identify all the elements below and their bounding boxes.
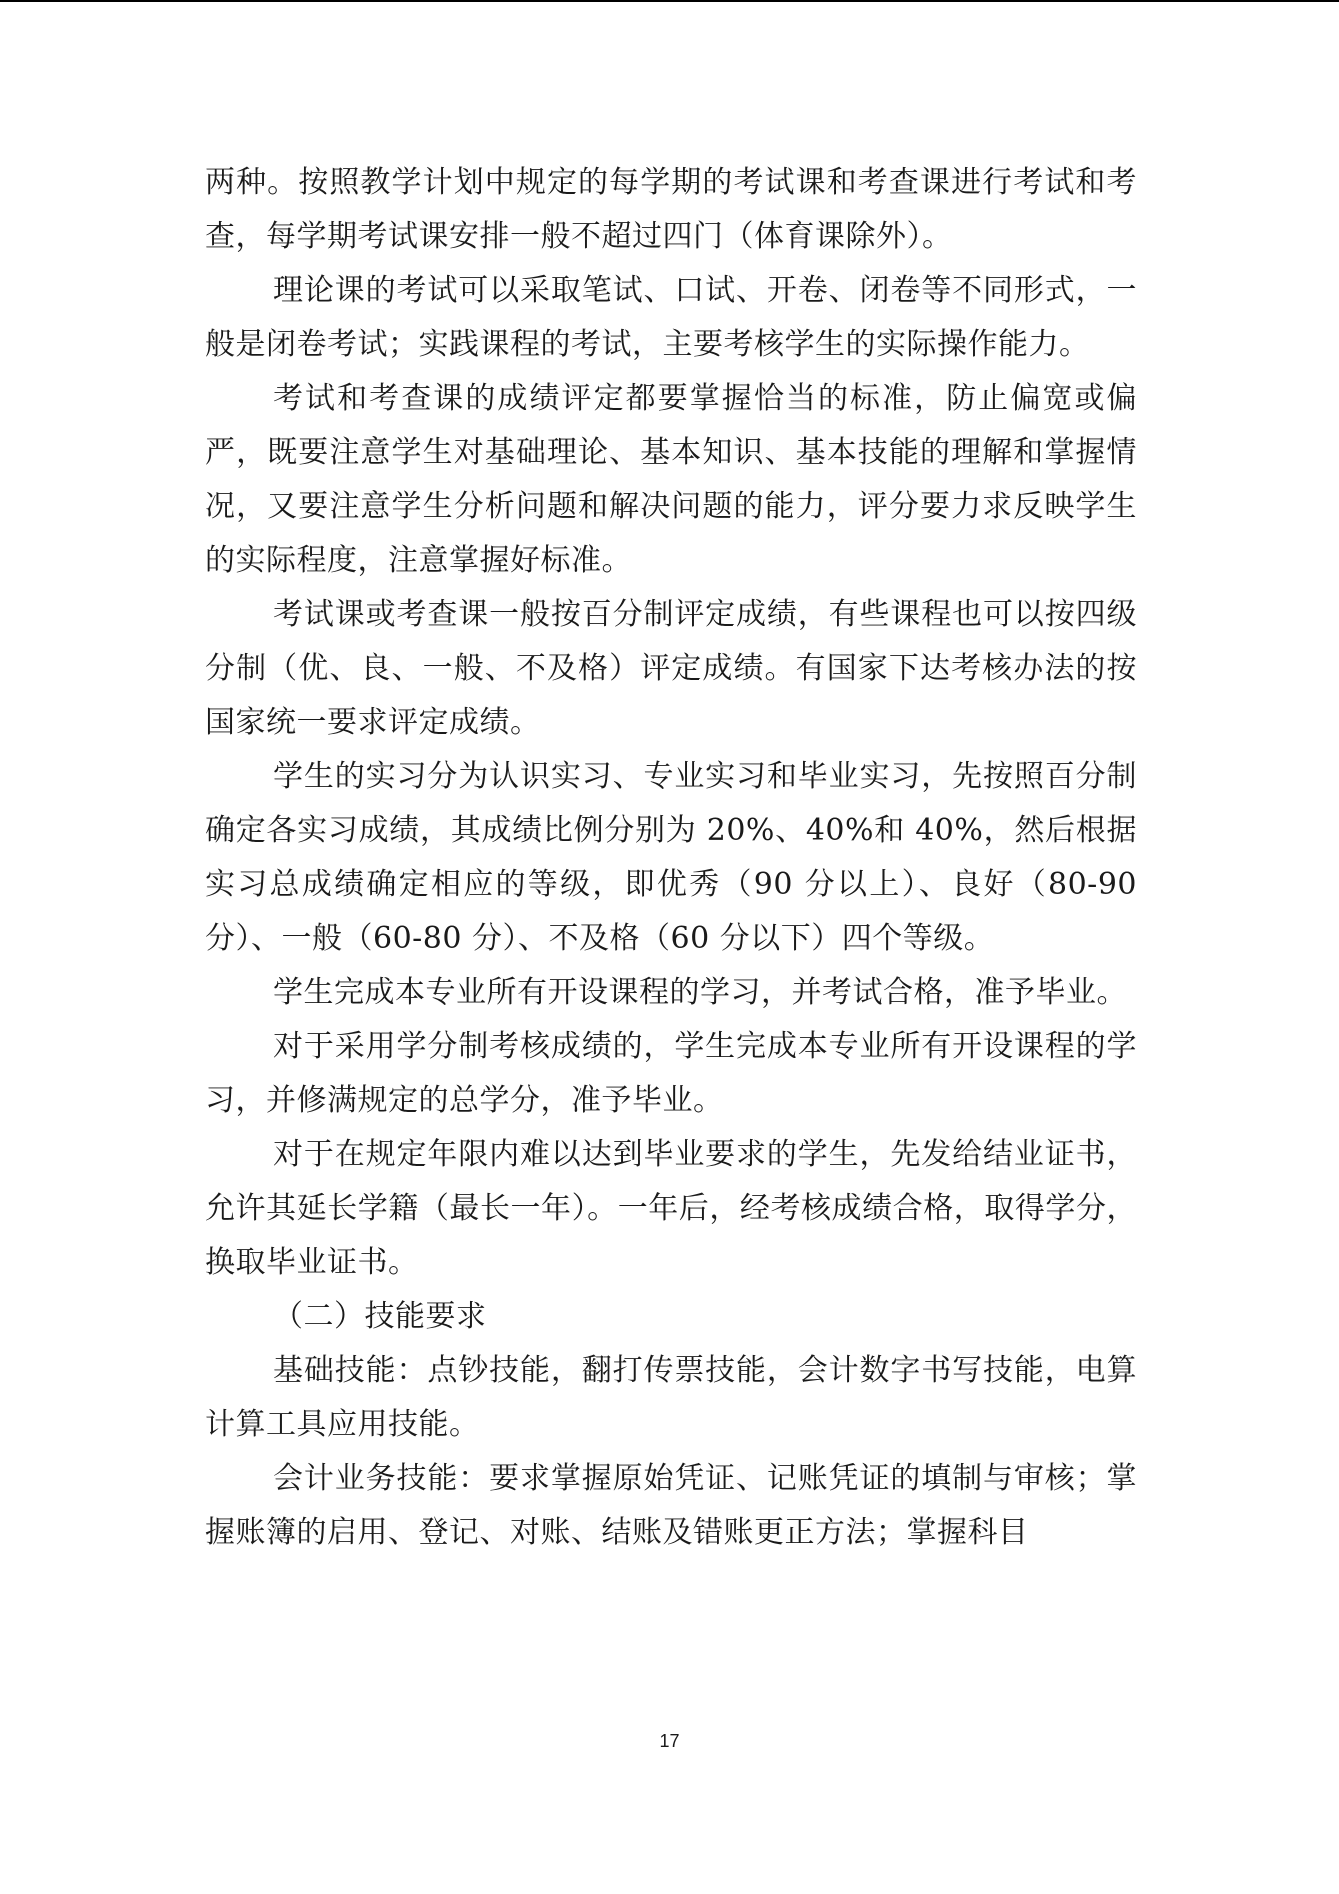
paragraph-basic-skills: 基础技能：点钞技能，翻打传票技能，会计数字书写技能，电算计算工具应用技能。 bbox=[205, 1353, 1137, 1442]
paragraph-continuation: 两种。按照教学计划中规定的每学期的考试课和考查课进行考试和考查，每学期考试课安排一般不超过四门（体育课除外）。 bbox=[205, 165, 1137, 254]
paragraph-accounting-skills: 会计业务技能：要求掌握原始凭证、记账凭证的填制与审核；掌握账簿的启用、登记、对账、结账及错账更正方法；掌握科目 bbox=[205, 1461, 1137, 1550]
paragraph-grading-scale: 考试课或考查课一般按百分制评定成绩，有些课程也可以按四级分制（优、良、一般、不及格）评定成绩。有国家下达考核办法的按国家统一要求评定成绩。 bbox=[205, 597, 1137, 740]
paragraph-exam-forms: 理论课的考试可以采取笔试、口试、开卷、闭卷等不同形式，一般是闭卷考试；实践课程的考试，主要考核学生的实际操作能力。 bbox=[205, 273, 1137, 362]
section-heading: （二）技能要求 bbox=[273, 1299, 487, 1334]
paragraph-credit-system: 对于采用学分制考核成绩的，学生完成本专业所有开设课程的学习，并修满规定的总学分，准予毕业。 bbox=[205, 1029, 1137, 1118]
document-body bbox=[205, 156, 1137, 1560]
page-number: 17 bbox=[659, 1731, 680, 1751]
paragraph-grading-standards: 考试和考查课的成绩评定都要掌握恰当的标准，防止偏宽或偏严，既要注意学生对基础理论、基本知识、基本技能的理解和掌握情况，又要注意学生分析问题和解决问题的能力，评分要力求反映学生的实际程度，注意掌握好标准。 bbox=[205, 381, 1137, 578]
paragraph-internship: 学生的实习分为认识实习、专业实习和毕业实习，先按照百分制确定各实习成绩，其成绩比例分别为 20%、40%和 40%，然后根据实习总成绩确定相应的等级，即优秀（90 分以上）、良好（80-90 分）、一般（60-80 分）、不及格（60 分以下）四个等级。 bbox=[205, 759, 1137, 956]
top-border-line bbox=[0, 0, 1339, 2]
paragraph-graduation: 学生完成本专业所有开设课程的学习，并考试合格，准予毕业。 bbox=[273, 975, 1127, 1010]
paragraph-completion-certificate: 对于在规定年限内难以达到毕业要求的学生，先发给结业证书，允许其延长学籍（最长一年）。一年后，经考核成绩合格，取得学分，换取毕业证书。 bbox=[205, 1137, 1137, 1280]
